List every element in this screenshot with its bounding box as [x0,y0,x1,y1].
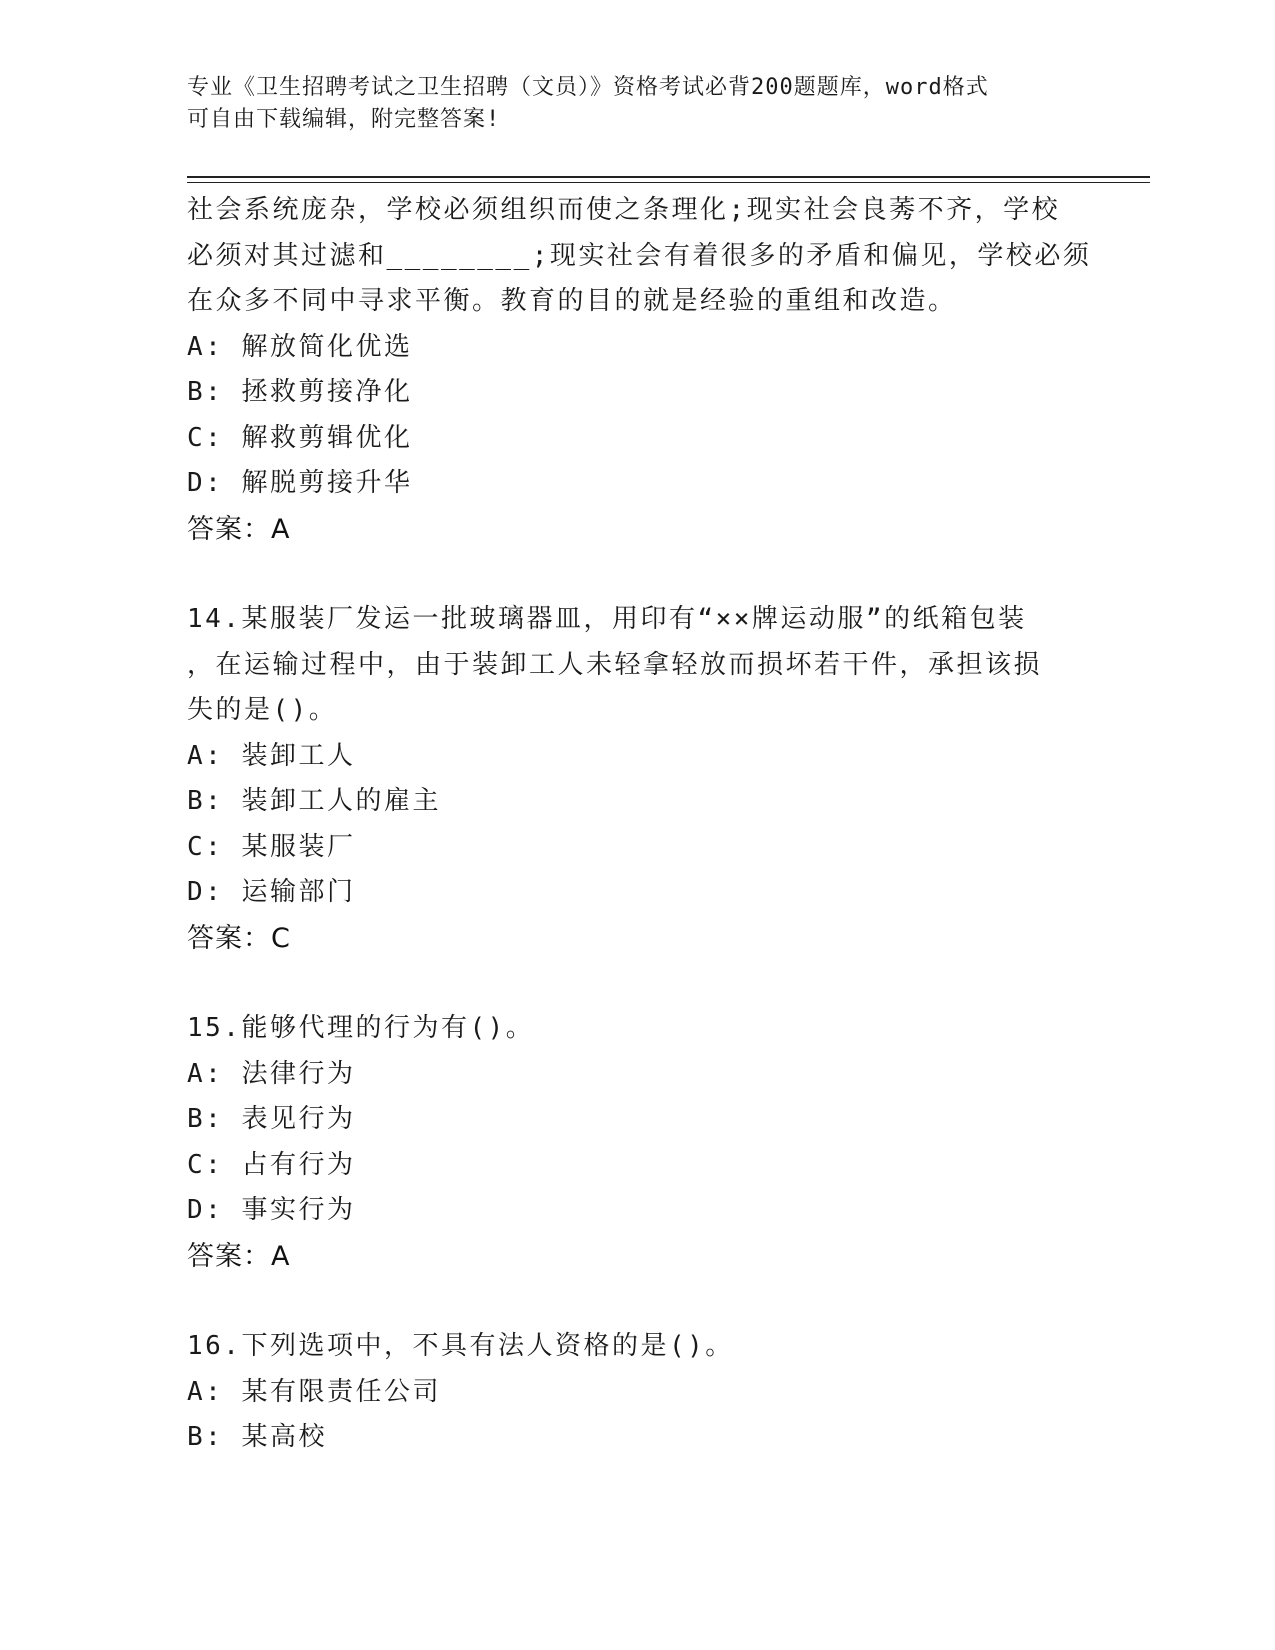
option-a: A: 解放简化优选 [187,331,413,362]
option-d: D: 解脱剪接升华 [187,468,413,498]
question-13 [187,188,1092,552]
option-d: D: 运输部门 [187,877,356,907]
header-line-1: 专业《卫生招聘考试之卫生招聘（文员）》资格考试必背200题题库，word格式 [187,75,989,100]
option-b: B: 拯救剪接净化 [187,377,413,407]
question-text-line: 14.某服装厂发运一批玻璃器皿，用印有“××牌运动服”的纸箱包装 [187,604,1027,634]
option-b: B: 表见行为 [187,1104,356,1134]
option-a: A: 某有限责任公司 [187,1376,441,1407]
document-body [187,188,1092,1461]
header-rule-thick [187,176,1150,178]
header-line-2: 可自由下载编辑，附完整答案! [187,107,501,132]
option-b: B: 装卸工人的雇主 [187,786,441,816]
option-c: C: 解救剪辑优化 [187,422,413,453]
answer-line: 答案：C [187,922,291,954]
document-header [187,72,1067,136]
question-text-line: 15.能够代理的行为有()。 [187,1013,535,1043]
option-a: A: 装卸工人 [187,740,356,771]
header-rule-thin [187,182,1150,183]
question-text-line: 社会系统庞杂，学校必须组织而使之条理化;现实社会良莠不齐，学校 [187,195,1061,225]
option-c: C: 占有行为 [187,1149,356,1180]
question-text-line: 失的是()。 [187,695,338,725]
answer-line: 答案：A [187,513,291,545]
option-d: D: 事实行为 [187,1195,356,1225]
question-text-line: 16.下列选项中，不具有法人资格的是()。 [187,1331,734,1361]
question-14 [187,597,1087,961]
option-a: A: 法律行为 [187,1058,356,1089]
option-b: B: 某高校 [187,1422,327,1452]
question-text-line: 在众多不同中寻求平衡。教育的目的就是经验的重组和改造。 [187,286,957,316]
answer-line: 答案：A [187,1240,291,1272]
question-text-line: 必须对其过滤和________;现实社会有着很多的矛盾和偏见，学校必须 [187,240,1092,271]
question-15 [187,1006,1087,1279]
question-16 [187,1324,1087,1461]
option-c: C: 某服装厂 [187,831,356,862]
question-text-line: ，在运输过程中，由于装卸工人未轻拿轻放而损坏若干件，承担该损 [187,649,1043,680]
